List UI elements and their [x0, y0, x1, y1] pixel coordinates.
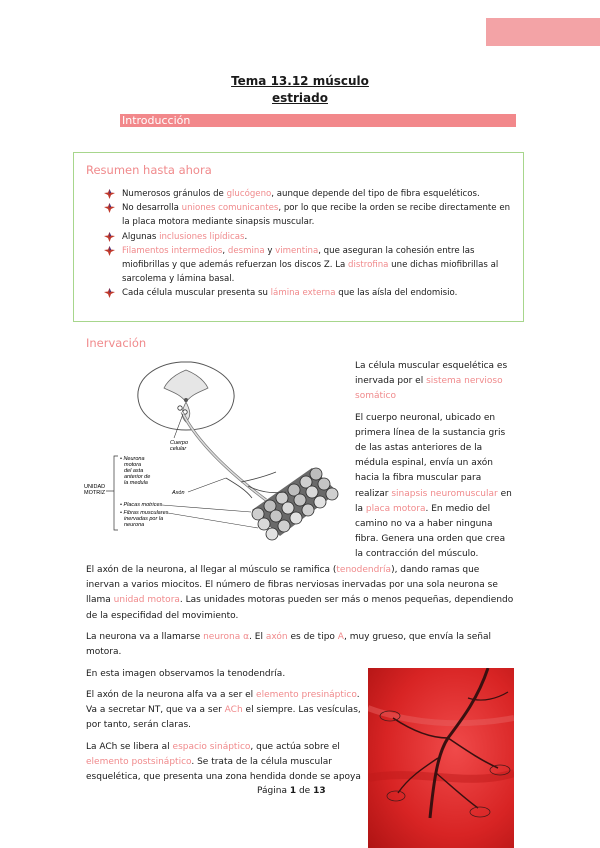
text-run: . Las unidades motoras pueden ser más o menos pequeñas, dependiendo de la especifidad del movimiento.	[86, 595, 514, 621]
text-run: une dichas miofibrillas al sarcolema y lámina basal.	[122, 260, 499, 285]
summary-item	[104, 187, 514, 201]
text-run: , muy grueso, que envía la señal motora.	[86, 632, 492, 658]
figure-label: • Placas motrices	[120, 502, 163, 508]
highlighted-term: glucógeno	[226, 189, 272, 199]
text-run: el siempre. Las vesículas, por tanto, serán claras.	[86, 705, 361, 731]
paragraph	[355, 359, 515, 405]
figure-label: celular	[170, 446, 187, 452]
text-run: que las aísla del endomisio.	[335, 288, 458, 299]
motor-unit-diagram	[76, 360, 346, 552]
figure-label: Cuerpo	[170, 440, 189, 446]
text-run: . En medio del camino no va a haber ninguna fibra. Genera una orden que crea la contracción del músculo.	[355, 503, 506, 560]
text-run: Numerosos gránulos de	[122, 189, 227, 199]
text-run: . Va a secretar NT, que va a ser	[86, 690, 360, 716]
summary-item	[104, 286, 514, 300]
highlighted-term: desmina	[227, 245, 265, 256]
highlighted-term: placa motora	[365, 503, 426, 514]
text-run: , que aseguran la cohesión entre las miofibrillas y que además refuerzan los discos Z. La	[122, 245, 475, 271]
text-run: en la	[355, 488, 512, 514]
figure-label: • Neurona	[120, 456, 145, 462]
highlighted-term: vimentina	[275, 245, 319, 256]
text-run: Cada célula muscular presenta su	[122, 288, 271, 299]
figure-label: Axón	[172, 490, 185, 496]
highlighted-term: elemento presináptico	[256, 690, 357, 700]
current-page: 1	[289, 786, 297, 796]
summary-item	[104, 201, 514, 229]
inervacion-heading: Inervación	[86, 336, 147, 350]
figure-label: MOTRIZ	[84, 490, 106, 496]
figure-label: la medula	[124, 480, 148, 486]
text-run: El cuerpo neuronal, ubicado en primera línea de la sustancia gris de las astas anteriores de la médula espinal, envía un axón hacia la fibra muscular para realizar	[355, 412, 506, 499]
paragraph	[355, 411, 515, 563]
highlighted-term: uniones comunicantes	[181, 203, 279, 214]
page-title-line2: estriado	[272, 91, 328, 105]
highlighted-term: ACh	[224, 705, 243, 716]
highlighted-term: Filamentos intermedios	[122, 245, 223, 256]
text-run: El axón de la neurona, al llegar al músculo se ramifica (	[86, 565, 337, 575]
text-run: La ACh se libera al	[86, 741, 173, 752]
text-run: es de tipo	[287, 632, 338, 642]
paragraph	[86, 740, 366, 786]
synapse-text	[86, 688, 366, 791]
figure-label: neurona	[124, 522, 145, 528]
paragraph	[86, 688, 366, 734]
figure-label: UNIDAD	[84, 484, 106, 490]
pushpin-bullet-icon	[104, 246, 115, 256]
figure-label: del asta	[124, 468, 144, 474]
text-run: . El	[249, 632, 266, 642]
figure-label: anterior de	[124, 474, 151, 480]
highlighted-term: neurona α	[203, 632, 250, 642]
summary-title: Resumen hasta ahora	[86, 163, 212, 177]
text-run: ,	[222, 245, 228, 256]
pushpin-bullet-icon	[104, 189, 115, 199]
header-tab	[486, 18, 600, 46]
text-run: El axón de la neurona alfa va a ser el	[86, 690, 257, 700]
page-title: Tema 13.12 músculo	[231, 74, 369, 88]
text-run: ), dando ramas que inervan a varios miocitos. El número de fibras nerviosas inervadas por una sola neurona se llama	[86, 565, 498, 606]
summary-box	[73, 152, 524, 322]
teledendron-micrograph	[368, 668, 514, 848]
summary-item	[104, 230, 514, 244]
figure-label: inervadas por la	[124, 516, 164, 522]
figure-label: motora	[124, 462, 142, 468]
text-run: La célula muscular esquelética es inervada por el	[355, 361, 508, 387]
highlighted-term: unidad motora	[113, 595, 180, 606]
pushpin-bullet-icon	[104, 232, 115, 242]
paragraph	[86, 630, 516, 660]
highlighted-term: tenodendría	[336, 565, 392, 575]
text-run: Algunas	[122, 231, 160, 242]
text-run: .	[244, 231, 248, 242]
text-run: , aunque depende del tipo de fibra esqueléticos.	[271, 189, 480, 199]
highlighted-term: axón	[265, 632, 288, 642]
summary-item	[104, 244, 514, 287]
text-run: , por lo que recibe la orden se recibe directamente en la placa motora mediante sinapsis muscular.	[122, 203, 511, 228]
highlighted-term: espacio sináptico	[172, 741, 251, 752]
highlighted-term: A	[337, 632, 344, 642]
highlighted-term: distrofina	[348, 260, 389, 271]
page-footer: Página 1 de 13	[257, 786, 326, 796]
highlighted-term: elemento postsináptico	[86, 756, 192, 767]
highlighted-term: lámina externa	[270, 288, 336, 299]
highlighted-term: inclusiones lipídicas	[159, 231, 245, 242]
highlighted-term: sistema nervioso somático	[355, 376, 503, 402]
text-run: y	[264, 245, 276, 256]
pushpin-bullet-icon	[104, 203, 115, 213]
figure-label: • Fibras musculares	[120, 510, 169, 516]
text-run: En esta imagen observamos la tenodendría.	[86, 669, 286, 679]
text-run: No desarrolla	[122, 203, 182, 214]
summary-list	[104, 187, 514, 301]
pushpin-bullet-icon	[104, 288, 115, 298]
text-run: . Se trata de la célula muscular esquelética, que presenta una zona hendida donde se apoya	[86, 756, 361, 783]
text-run: , que actúa sobre el	[250, 741, 340, 752]
text-run: La neurona va a llamarse	[86, 632, 204, 642]
inervacion-side-text	[355, 359, 515, 569]
intro-heading-bar: Introducción	[120, 114, 516, 127]
highlighted-term: sinapsis neuromuscular	[391, 488, 498, 499]
total-pages: 13	[313, 786, 326, 796]
muscle-fiber-bundle	[252, 468, 338, 540]
paragraph	[86, 563, 516, 624]
